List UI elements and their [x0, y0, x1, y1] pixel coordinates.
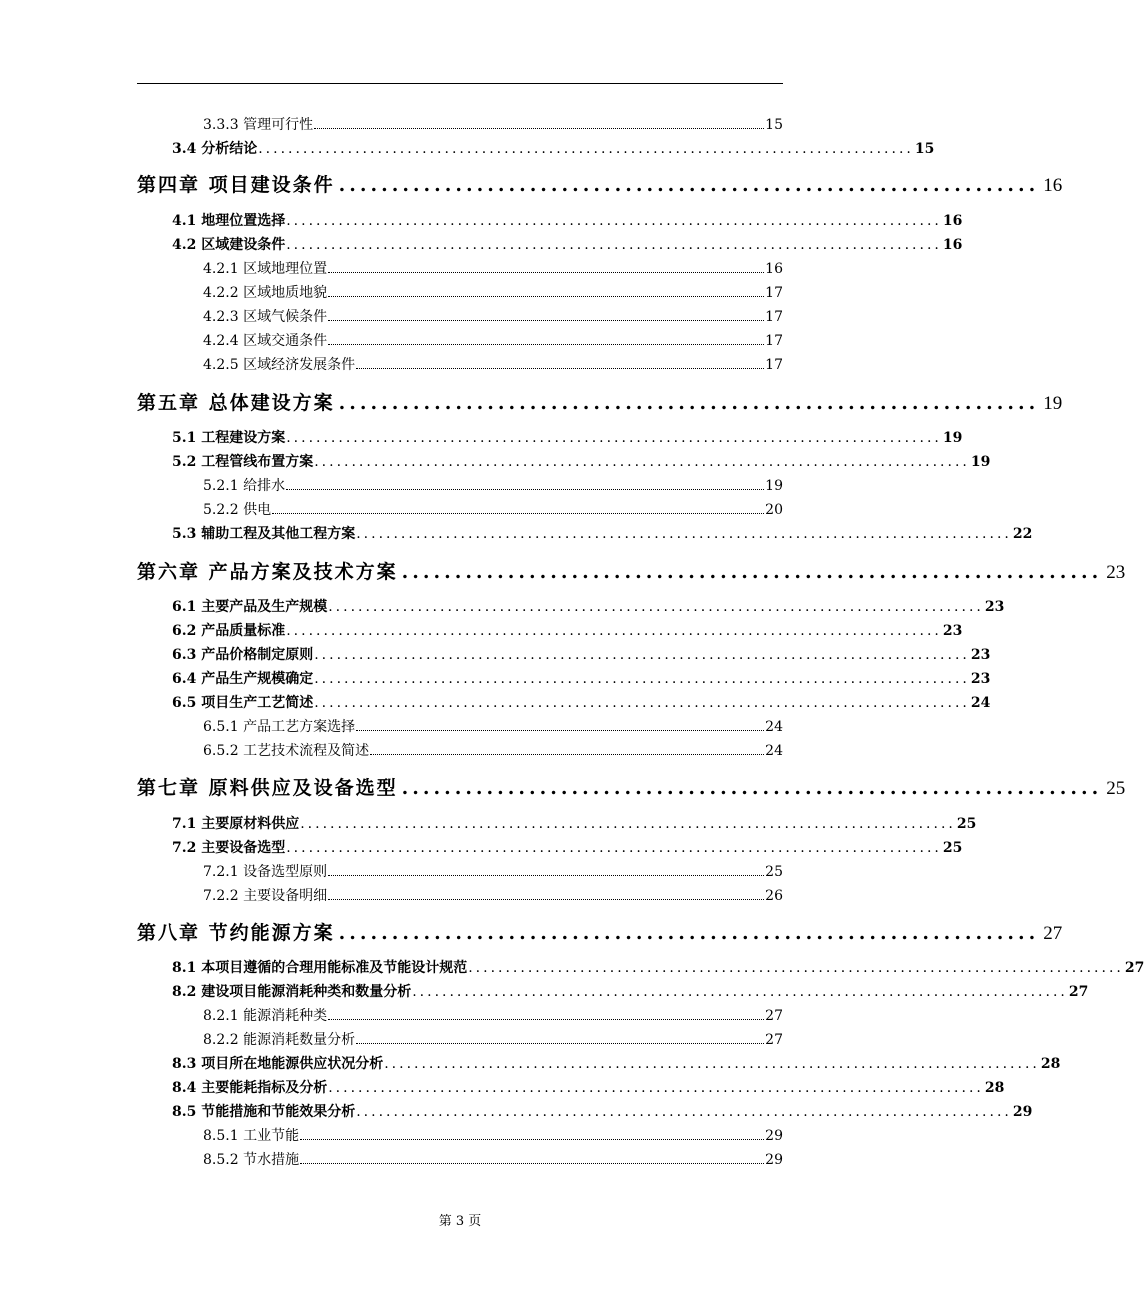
toc-entry-7-2-2[interactable]	[203, 885, 783, 905]
dot-leader: ........................................................................................	[314, 647, 970, 663]
toc-entry-6-2[interactable]	[172, 620, 963, 640]
dot-leader: ........................................................................................	[286, 237, 942, 253]
dot-leader	[356, 729, 764, 731]
toc-entry-5-2[interactable]	[172, 451, 991, 471]
toc-entry-4-1[interactable]	[172, 210, 963, 230]
toc-chapter-label: 第六章 产品方案及技术方案	[137, 561, 398, 583]
toc-entry-label: 8.5 节能措施和节能效果分析	[172, 1104, 356, 1120]
dot-leader: ........................................................................................	[314, 454, 970, 470]
dot-leader: ........................................................................................	[356, 1104, 1012, 1120]
dot-leader: ..................................................................	[401, 777, 1103, 799]
toc-entry-8-2-1[interactable]	[203, 1005, 783, 1025]
toc-entry-page: 24	[765, 743, 783, 759]
dot-leader	[356, 367, 764, 369]
dot-leader	[328, 874, 764, 876]
toc-entry-8-5-1[interactable]	[203, 1125, 783, 1145]
toc-entry-6-3[interactable]	[172, 644, 991, 664]
toc-entry-4-2-1[interactable]	[203, 258, 783, 278]
toc-entry-5-2-2[interactable]	[203, 499, 783, 519]
toc-entry-page: 17	[765, 357, 783, 373]
toc-chapter-6[interactable]	[137, 557, 1126, 585]
toc-entry-label: 4.1 地理位置选择	[172, 213, 286, 229]
toc-entry-page: 26	[765, 888, 783, 904]
dot-leader	[356, 1042, 764, 1044]
toc-entry-page: 27	[765, 1008, 783, 1024]
dot-leader	[314, 127, 764, 129]
dot-leader: ........................................................................................	[286, 623, 942, 639]
dot-leader: ........................................................................................	[412, 984, 1068, 1000]
toc-entry-page: 25	[942, 840, 963, 856]
toc-entry-page: 22	[1012, 526, 1033, 542]
dot-leader	[286, 488, 764, 490]
dot-leader: ........................................................................................	[286, 840, 942, 856]
toc-entry-page: 17	[765, 309, 783, 325]
toc-entry-label: 4.2.2 区域地质地貌	[203, 285, 328, 301]
dot-leader: ........................................................................................	[328, 599, 984, 615]
toc-entry-page: 29	[1012, 1104, 1033, 1120]
toc-entry-page: 27	[1124, 960, 1144, 976]
toc-entry-6-5-2[interactable]	[203, 740, 783, 760]
toc-entry-page: 19	[970, 454, 991, 470]
toc-entry-label: 5.2.2 供电	[203, 502, 272, 518]
dot-leader: ..................................................................	[338, 922, 1040, 944]
toc-entry-label: 7.2.1 设备选型原则	[203, 864, 328, 880]
toc-entry-8-2-2[interactable]	[203, 1029, 783, 1049]
toc-entry-8-5-2[interactable]	[203, 1149, 783, 1169]
toc-entry-5-3[interactable]	[172, 523, 1033, 543]
toc-entry-3-3-3[interactable]	[203, 114, 783, 134]
toc-entry-label: 3.4 分析结论	[172, 141, 258, 157]
dot-leader	[328, 295, 764, 297]
toc-entry-label: 6.5.2 工艺技术流程及简述	[203, 743, 370, 759]
toc-entry-page: 16	[942, 213, 963, 229]
toc-entry-page: 24	[970, 695, 991, 711]
toc-entry-label: 4.2.5 区域经济发展条件	[203, 357, 356, 373]
page-number-footer: 第 3 页	[438, 1214, 482, 1229]
toc-entry-8-3[interactable]	[172, 1053, 1061, 1073]
toc-entry-4-2-3[interactable]	[203, 306, 783, 326]
toc-entry-4-2-4[interactable]	[203, 330, 783, 350]
toc-entry-8-5[interactable]	[172, 1101, 1033, 1121]
toc-entry-label: 3.3.3 管理可行性	[203, 117, 314, 133]
toc-entry-7-1[interactable]	[172, 813, 977, 833]
toc-entry-6-1[interactable]	[172, 596, 1005, 616]
toc-entry-7-2-1[interactable]	[203, 861, 783, 881]
toc-entry-4-2-5[interactable]	[203, 354, 783, 374]
toc-entry-label: 5.2 工程管线布置方案	[172, 454, 314, 470]
toc-entry-6-5[interactable]	[172, 692, 991, 712]
toc-entry-page: 29	[765, 1128, 783, 1144]
toc-entry-page: 19	[942, 430, 963, 446]
dot-leader: ........................................................................................	[286, 430, 942, 446]
toc-entry-page: 19	[765, 478, 783, 494]
toc-entry-page: 23	[942, 623, 963, 639]
dot-leader	[328, 1018, 764, 1020]
dot-leader: ..................................................................	[401, 561, 1103, 583]
toc-chapter-label: 第七章 原料供应及设备选型	[137, 777, 398, 799]
toc-entry-page: 23	[1106, 562, 1126, 583]
toc-entry-page: 25	[765, 864, 783, 880]
toc-entry-page: 23	[970, 647, 991, 663]
dot-leader: ........................................................................................	[286, 213, 942, 229]
dot-leader	[300, 1162, 764, 1164]
toc-entry-label: 6.1 主要产品及生产规模	[172, 599, 328, 615]
toc-chapter-5[interactable]	[137, 388, 1063, 416]
dot-leader: ........................................................................................	[300, 816, 956, 832]
toc-entry-label: 5.2.1 给排水	[203, 478, 286, 494]
toc-entry-label: 4.2.4 区域交通条件	[203, 333, 328, 349]
toc-entry-page: 15	[765, 117, 783, 133]
toc-entry-page: 24	[765, 719, 783, 735]
toc-entry-label: 5.3 辅助工程及其他工程方案	[172, 526, 356, 542]
toc-entry-8-4[interactable]	[172, 1077, 1005, 1097]
dot-leader: ........................................................................................	[314, 695, 970, 711]
dot-leader: ........................................................................................	[258, 141, 914, 157]
toc-entry-label: 4.2 区域建设条件	[172, 237, 286, 253]
dot-leader	[328, 898, 764, 900]
toc-entry-page: 28	[1040, 1056, 1061, 1072]
toc-entry-label: 7.1 主要原材料供应	[172, 816, 300, 832]
dot-leader	[328, 271, 764, 273]
toc-entry-page: 25	[1106, 778, 1126, 799]
toc-entry-page: 27	[765, 1032, 783, 1048]
toc-entry-label: 6.4 产品生产规模确定	[172, 671, 314, 687]
toc-entry-label: 8.2.2 能源消耗数量分析	[203, 1032, 356, 1048]
toc-entry-4-2-2[interactable]	[203, 282, 783, 302]
toc-chapter-4[interactable]	[137, 170, 1063, 198]
toc-chapter-label: 第八章 节约能源方案	[137, 922, 335, 944]
dot-leader	[370, 753, 764, 755]
toc-entry-page: 29	[765, 1152, 783, 1168]
toc-entry-label: 8.4 主要能耗指标及分析	[172, 1080, 328, 1096]
toc-entry-page: 20	[765, 502, 783, 518]
toc-entry-label: 6.2 产品质量标准	[172, 623, 286, 639]
dot-leader: ........................................................................................	[314, 671, 970, 687]
toc-entry-8-1[interactable]	[172, 957, 1144, 977]
toc-entry-label: 8.5.2 节水措施	[203, 1152, 300, 1168]
toc-entry-label: 6.3 产品价格制定原则	[172, 647, 314, 663]
toc-entry-8-2[interactable]	[172, 981, 1089, 1001]
toc-entry-5-1[interactable]	[172, 427, 963, 447]
toc-entry-page: 19	[1043, 393, 1063, 414]
toc-entry-label: 8.2 建设项目能源消耗种类和数量分析	[172, 984, 412, 1000]
toc-entry-page: 16	[942, 237, 963, 253]
dot-leader	[300, 1138, 764, 1140]
toc-entry-label: 5.1 工程建设方案	[172, 430, 286, 446]
toc-entry-label: 8.5.1 工业节能	[203, 1128, 300, 1144]
dot-leader	[328, 343, 764, 345]
toc-entry-label: 8.2.1 能源消耗种类	[203, 1008, 328, 1024]
toc-entry-label: 7.2.2 主要设备明细	[203, 888, 328, 904]
toc-entry-page: 16	[1043, 175, 1063, 196]
toc-entry-page: 27	[1043, 923, 1063, 944]
dot-leader: ..................................................................	[338, 174, 1040, 196]
dot-leader: ........................................................................................	[384, 1056, 1040, 1072]
toc-entry-label: 6.5.1 产品工艺方案选择	[203, 719, 356, 735]
toc-entry-page: 15	[914, 141, 935, 157]
toc-entry-7-2[interactable]	[172, 837, 963, 857]
toc-entry-6-5-1[interactable]	[203, 716, 783, 736]
toc-entry-label: 6.5 项目生产工艺简述	[172, 695, 314, 711]
dot-leader	[328, 319, 764, 321]
toc-entry-page: 23	[970, 671, 991, 687]
toc-entry-label: 8.1 本项目遵循的合理用能标准及节能设计规范	[172, 960, 468, 976]
toc-entry-page: 27	[1068, 984, 1089, 1000]
toc-entry-4-2[interactable]	[172, 234, 963, 254]
toc-chapter-label: 第五章 总体建设方案	[137, 392, 335, 414]
dot-leader: ........................................................................................	[468, 960, 1124, 976]
toc-entry-label: 7.2 主要设备选型	[172, 840, 286, 856]
toc-entry-page: 23	[984, 599, 1005, 615]
toc-chapter-7[interactable]	[137, 773, 1126, 801]
toc-chapter-8[interactable]	[137, 918, 1063, 946]
toc-entry-page: 25	[956, 816, 977, 832]
toc-entry-page: 17	[765, 285, 783, 301]
toc-entry-page: 16	[765, 261, 783, 277]
dot-leader: ........................................................................................	[356, 526, 1012, 542]
toc-entry-label: 4.2.3 区域气候条件	[203, 309, 328, 325]
toc-entry-label: 4.2.1 区域地理位置	[203, 261, 328, 277]
toc-entry-page: 17	[765, 333, 783, 349]
toc-entry-5-2-1[interactable]	[203, 475, 783, 495]
dot-leader: ........................................................................................	[328, 1080, 984, 1096]
dot-leader: ..................................................................	[338, 392, 1040, 414]
toc-entry-label: 8.3 项目所在地能源供应状况分析	[172, 1056, 384, 1072]
toc-chapter-label: 第四章 项目建设条件	[137, 174, 335, 196]
toc-entry-3-4[interactable]	[172, 138, 935, 158]
toc-entry-6-4[interactable]	[172, 668, 991, 688]
dot-leader	[272, 512, 764, 514]
toc-entry-page: 28	[984, 1080, 1005, 1096]
